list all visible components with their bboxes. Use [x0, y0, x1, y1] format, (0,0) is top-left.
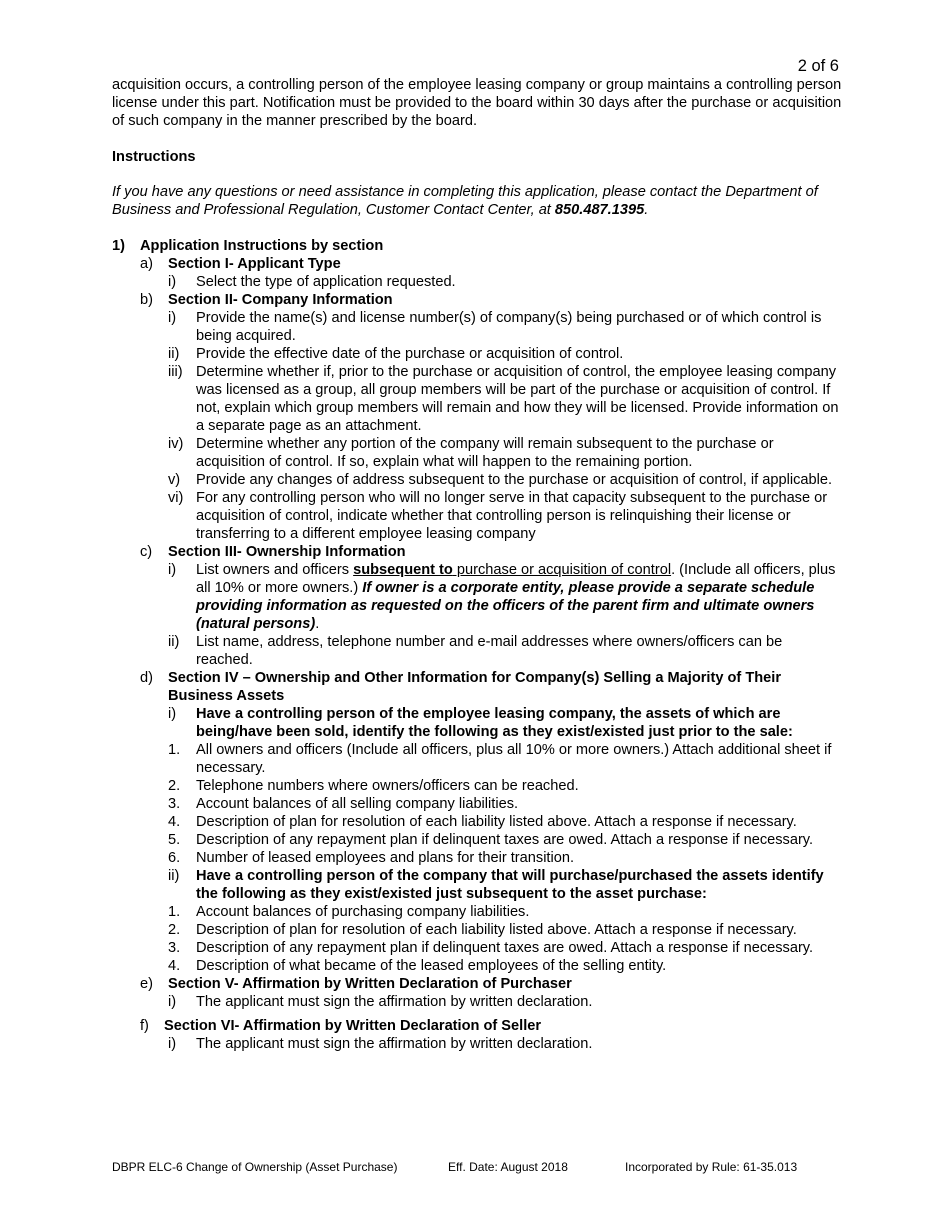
list-item — [112, 345, 842, 363]
list-item-text: . (Include all officers, plus all 10% or more owners.) — [196, 562, 836, 596]
instructions-heading: Instructions — [112, 149, 196, 165]
list-marker: ii) — [168, 346, 180, 362]
section-d-title: Section IV – Ownership and Other Information for Company(s) Selling a Majority of Their Business Assets — [168, 670, 782, 704]
list-item-text: Provide any changes of address subsequent to the purchase or acquisition of control, if applicable. — [196, 472, 833, 488]
list-marker: 4. — [168, 958, 181, 974]
list-item-text: List owners and officers — [196, 562, 354, 578]
list-marker: b) — [140, 292, 153, 308]
list-marker: 4. — [168, 814, 181, 830]
list-item — [112, 903, 842, 921]
list-marker: 6. — [168, 850, 181, 866]
list-item-text: List name, address, telephone number and e-mail addresses where owners/officers can be reached. — [196, 634, 783, 668]
list-item — [112, 741, 842, 777]
list-item — [112, 489, 842, 543]
list-item — [112, 363, 842, 435]
list-item-text: Number of leased employees and plans for their transition. — [196, 850, 575, 866]
list-item-text: Provide the effective date of the purchase or acquisition of control. — [196, 346, 624, 362]
section-heading — [112, 237, 842, 255]
section-a-title: Section I- Applicant Type — [168, 256, 341, 272]
list-item-text: Provide the name(s) and license number(s) of company(s) being purchased or of which control is being acquired. — [196, 310, 822, 344]
section-f-heading — [112, 1017, 842, 1035]
emphasis-text: subsequent to — [353, 562, 453, 578]
section-e-title: Section V- Affirmation by Written Declaration of Purchaser — [168, 976, 572, 992]
list-marker: i) — [168, 562, 177, 578]
section-d-heading — [112, 669, 842, 705]
intro-paragraph: acquisition occurs, a controlling person of the employee leasing company or group maintains a controlling person license under this part. Notification must be provided to the board within 30 days after the purchase or acquisition of such company in the manner prescribed by the board. — [112, 77, 842, 129]
list-marker: 2. — [168, 922, 181, 938]
list-item-text: Determine whether if, prior to the purchase or acquisition of control, the employee leasing company was licensed as a group, all group members will be part of the purchase or acquisition of control. If not, explain which group members will remain and how they will be licensed. Provide information on a separate page as an attachment. — [196, 364, 839, 434]
list-item — [112, 1035, 842, 1053]
list-marker: i) — [168, 706, 177, 722]
list-item — [112, 777, 842, 795]
list-marker: iv) — [168, 436, 184, 452]
section-c-heading — [112, 543, 842, 561]
section-f-title: Section VI- Affirmation by Written Declaration of Seller — [164, 1018, 542, 1034]
list-item — [112, 435, 842, 471]
list-item — [112, 849, 842, 867]
list-item-text: All owners and officers (Include all officers, plus all 10% or more owners.) Attach additional sheet if necessary. — [196, 742, 832, 776]
list-item-text: Have a controlling person of the company that will purchase/purchased the assets identify the following as they exist/existed just subsequent to the asset purchase: — [196, 868, 824, 902]
list-marker: 1. — [168, 904, 181, 920]
list-marker: 3. — [168, 940, 181, 956]
section-b-title: Section II- Company Information — [168, 292, 393, 308]
list-marker: i) — [168, 274, 177, 290]
application-instructions — [112, 237, 842, 1053]
footer-rule: Incorporated by Rule: 61-35.013 — [625, 1160, 798, 1174]
list-marker: i) — [168, 310, 177, 326]
section-e-heading — [112, 975, 842, 993]
list-item-text: Description of what became of the leased employees of the selling entity. — [196, 958, 667, 974]
list-item-text: . — [315, 616, 320, 632]
list-item-text: Determine whether any portion of the company will remain subsequent to the purchase or acquisition of control. If so, explain what will happen to the remaining portion. — [196, 436, 774, 470]
list-item — [112, 705, 842, 741]
footer-form-name: DBPR ELC-6 Change of Ownership (Asset Purchase) — [112, 1160, 398, 1174]
list-item-text: Description of plan for resolution of each liability listed above. Attach a response if necessary. — [196, 814, 797, 830]
list-item — [112, 561, 842, 633]
list-item — [112, 867, 842, 903]
list-marker: vi) — [168, 490, 184, 506]
list-marker: d) — [140, 670, 153, 686]
section-c-title: Section III- Ownership Information — [168, 544, 406, 560]
list-item — [112, 795, 842, 813]
list-item-text: Description of any repayment plan if delinquent taxes are owed. Attach a response if necessary. — [196, 940, 814, 956]
list-marker: e) — [140, 976, 153, 992]
list-marker: 2. — [168, 778, 181, 794]
list-marker: f) — [140, 1018, 149, 1034]
list-item-text: For any controlling person who will no longer serve in that capacity subsequent to the purchase or acquisition of control, indicate whether that controlling person is relinquishing their license or transferring to a different employee leasing company — [196, 490, 828, 542]
list-item-text: The applicant must sign the affirmation by written declaration. — [196, 994, 593, 1010]
list-marker: a) — [140, 256, 153, 272]
list-item — [112, 273, 842, 291]
help-text: If you have any questions or need assistance in completing this application, please contact the Department of Business and Professional Regulation, Customer Contact Center, at — [112, 184, 818, 218]
list-marker: v) — [168, 472, 181, 488]
list-marker: ii) — [168, 868, 180, 884]
list-item-text: Have a controlling person of the employee leasing company, the assets of which are being/have been sold, identify the following as they exist/existed just prior to the sale: — [196, 706, 793, 740]
list-item — [112, 957, 842, 975]
list-marker: 1) — [112, 238, 125, 254]
help-end: . — [644, 202, 649, 218]
footer-eff-date: Eff. Date: August 2018 — [448, 1160, 568, 1174]
emphasis-text: If owner is a corporate entity, please provide a separate schedule providing information as requested on the officers of the parent firm and ultimate owners (natural persons) — [196, 580, 815, 632]
section-b-heading — [112, 291, 842, 309]
help-phone: 850.487.1395 — [554, 202, 645, 218]
list-item — [112, 939, 842, 957]
list-marker: 5. — [168, 832, 181, 848]
list-item — [112, 993, 842, 1011]
list-item-text: Account balances of purchasing company liabilities. — [196, 904, 530, 920]
list-item-text: Description of any repayment plan if delinquent taxes are owed. Attach a response if necessary. — [196, 832, 814, 848]
list-item — [112, 633, 842, 669]
list-marker: i) — [168, 1036, 177, 1052]
list-item-text: The applicant must sign the affirmation by written declaration. — [196, 1036, 593, 1052]
list-item-text: Description of plan for resolution of each liability listed above. Attach a response if necessary. — [196, 922, 797, 938]
list-item — [112, 309, 842, 345]
list-item — [112, 921, 842, 939]
list-item-text: Select the type of application requested. — [196, 274, 456, 290]
section-title: Application Instructions by section — [140, 238, 384, 254]
list-item — [112, 813, 842, 831]
list-item-text: Telephone numbers where owners/officers can be reached. — [196, 778, 579, 794]
list-item — [112, 471, 842, 489]
list-item — [112, 831, 842, 849]
list-item-text: Account balances of all selling company liabilities. — [196, 796, 519, 812]
list-marker: ii) — [168, 634, 180, 650]
page-number: 2 of 6 — [797, 57, 839, 75]
section-a-heading — [112, 255, 842, 273]
list-marker: 3. — [168, 796, 181, 812]
list-marker: 1. — [168, 742, 181, 758]
underlined-text: purchase or acquisition of control — [452, 562, 672, 578]
list-marker: i) — [168, 994, 177, 1010]
list-marker: c) — [140, 544, 153, 560]
help-paragraph — [112, 183, 842, 219]
list-marker: iii) — [168, 364, 183, 380]
